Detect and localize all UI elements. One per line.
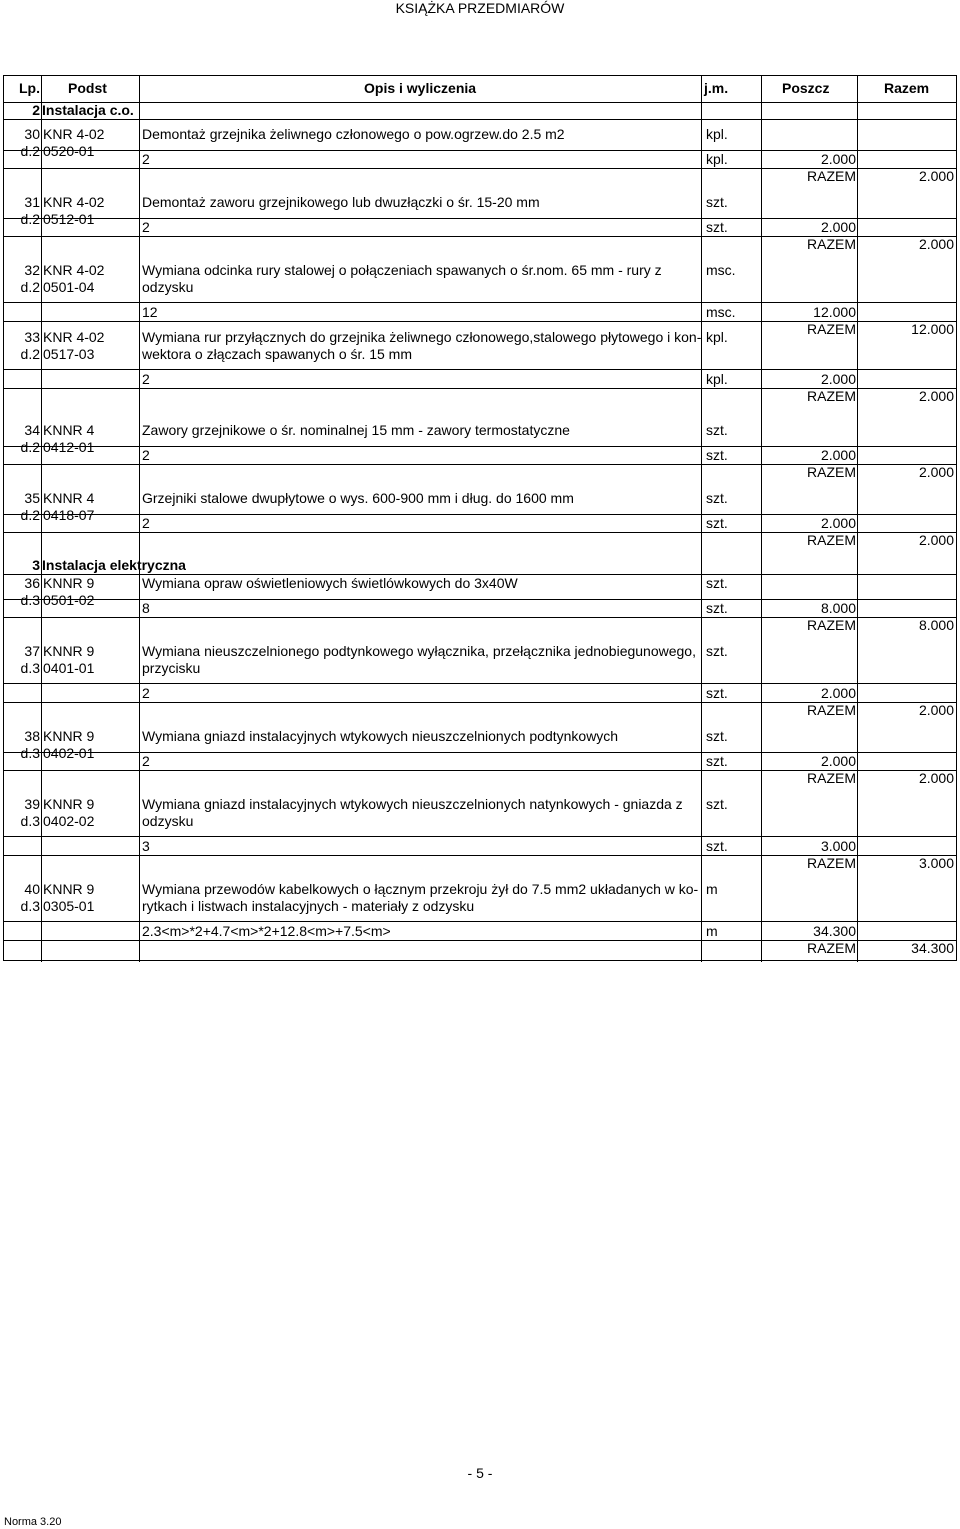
item-poszcz: 2.000 <box>820 151 856 167</box>
item-description: Wymiana opraw oświetleniowych świetlówkowych do 3x40W <box>142 575 518 591</box>
item-calc: 8 <box>142 600 150 616</box>
item-description: Demontaż grzejnika żeliwnego członowego o pow.ogrzew.do 2.5 m2 <box>142 126 565 142</box>
grid-line <box>701 76 702 962</box>
item-lp: 32 <box>24 262 40 278</box>
item-description: Wymiana gniazd instalacyjnych wtykowych nieuszczelnionych natynkowych - gniazda z <box>142 796 683 812</box>
section-title: Instalacja elektryczna <box>42 557 186 573</box>
item-razem-label: RAZEM <box>807 388 856 404</box>
item-description-cont: rytkach i listwach instalacyjnych - materiały z odzysku <box>142 898 475 914</box>
grid-line <box>41 76 42 962</box>
item-lp: 40 <box>24 881 40 897</box>
item-unit: szt. <box>706 194 728 210</box>
item-calc-unit: szt. <box>706 219 728 235</box>
item-razem-value: 2.000 <box>918 236 954 252</box>
item-razem-label: RAZEM <box>807 940 856 956</box>
header-podst: Podst <box>68 80 107 96</box>
item-lp-suffix: d.3 <box>20 660 40 676</box>
item-calc-unit: szt. <box>706 600 728 616</box>
item-unit: msc. <box>706 262 736 278</box>
item-description: Wymiana nieuszczelnionego podtynkowego wyłącznika, przełącznika jednobiegunowego, <box>142 643 696 659</box>
item-unit: szt. <box>706 796 728 812</box>
item-podstawa-code: 0402-02 <box>43 813 95 829</box>
grid-line <box>4 446 956 447</box>
header-opis: Opis i wyliczenia <box>364 80 477 96</box>
grid-line <box>4 752 956 753</box>
item-calc-unit: kpl. <box>706 371 728 387</box>
item-calc: 2 <box>142 219 150 235</box>
grid-line <box>4 770 956 771</box>
item-lp-suffix: d.2 <box>20 143 40 159</box>
item-unit: szt. <box>706 422 728 438</box>
item-podstawa-code: 0501-02 <box>43 592 95 608</box>
item-unit: szt. <box>706 490 728 506</box>
item-calc-unit: szt. <box>706 447 728 463</box>
item-razem-value: 2.000 <box>918 702 954 718</box>
item-razem-label: RAZEM <box>807 168 856 184</box>
item-poszcz: 2.000 <box>820 753 856 769</box>
item-podstawa-code: 0512-01 <box>43 211 95 227</box>
item-poszcz: 12.000 <box>813 304 856 320</box>
item-razem-label: RAZEM <box>807 855 856 871</box>
footer-version: Norma 3.20 <box>4 1516 62 1528</box>
item-lp-suffix: d.2 <box>20 346 40 362</box>
section-number: 2 <box>32 102 40 118</box>
grid-line <box>4 617 956 618</box>
item-poszcz: 3.000 <box>820 838 856 854</box>
item-lp-suffix: d.3 <box>20 898 40 914</box>
header-lp: Lp. <box>19 80 40 96</box>
item-razem-label: RAZEM <box>807 702 856 718</box>
item-calc: 2 <box>142 371 150 387</box>
item-podstawa: KNNR 9 <box>43 796 95 812</box>
item-podstawa-code: 0501-04 <box>43 279 95 295</box>
item-unit: szt. <box>706 643 728 659</box>
item-podstawa-code: 0520-01 <box>43 143 95 159</box>
grid-line <box>4 464 956 465</box>
grid-line <box>4 218 956 219</box>
item-lp-suffix: d.2 <box>20 439 40 455</box>
page-number: - 5 - <box>467 1465 493 1481</box>
item-poszcz: 2.000 <box>820 685 856 701</box>
item-razem-label: RAZEM <box>807 464 856 480</box>
item-razem-value: 2.000 <box>918 770 954 786</box>
item-calc-unit: m <box>706 923 718 939</box>
item-razem-value: 2.000 <box>918 532 954 548</box>
item-description: Grzejniki stalowe dwupłytowe o wys. 600-900 mm i dług. do 1600 mm <box>142 490 574 506</box>
grid-line <box>4 388 956 389</box>
item-lp-suffix: d.3 <box>20 813 40 829</box>
item-unit: szt. <box>706 575 728 591</box>
item-podstawa: KNR 4-02 <box>43 262 105 278</box>
item-lp-suffix: d.2 <box>20 279 40 295</box>
item-podstawa: KNR 4-02 <box>43 329 105 345</box>
item-podstawa: KNNR 4 <box>43 490 95 506</box>
grid-line <box>4 532 956 533</box>
item-description: Wymiana odcinka rury stalowej o połączeniach spawanych o śr.nom. 65 mm - rury z <box>142 262 662 278</box>
item-calc-unit: msc. <box>706 304 736 320</box>
item-lp: 37 <box>24 643 40 659</box>
item-calc: 2 <box>142 447 150 463</box>
item-podstawa-code: 0401-01 <box>43 660 95 676</box>
item-razem-value: 12.000 <box>911 321 954 337</box>
item-podstawa: KNNR 9 <box>43 643 95 659</box>
grid-line <box>4 855 956 856</box>
item-lp: 30 <box>24 126 40 142</box>
item-unit: kpl. <box>706 126 728 142</box>
item-calc-unit: kpl. <box>706 151 728 167</box>
header-razem: Razem <box>884 80 930 96</box>
grid-line <box>761 76 762 962</box>
grid-line <box>4 150 956 151</box>
item-description-cont: odzysku <box>142 813 194 829</box>
item-lp-suffix: d.3 <box>20 592 40 608</box>
item-razem-label: RAZEM <box>807 321 856 337</box>
item-lp: 36 <box>24 575 40 591</box>
table-header <box>4 76 956 103</box>
item-razem-label: RAZEM <box>807 236 856 252</box>
item-razem-value: 34.300 <box>911 940 954 956</box>
item-podstawa: KNNR 9 <box>43 881 95 897</box>
grid-line <box>4 168 956 169</box>
grid-line <box>4 599 956 600</box>
grid-line <box>4 940 956 941</box>
item-podstawa: KNNR 4 <box>43 422 95 438</box>
item-unit: m <box>706 881 718 897</box>
item-poszcz: 2.000 <box>820 371 856 387</box>
item-podstawa: KNR 4-02 <box>43 126 105 142</box>
item-podstawa: KNNR 9 <box>43 575 95 591</box>
item-razem-value: 2.000 <box>918 168 954 184</box>
grid-line <box>4 702 956 703</box>
item-calc: 2.3<m>*2+4.7<m>*2+12.8<m>+7.5<m> <box>142 923 391 939</box>
item-podstawa-code: 0402-01 <box>43 745 95 761</box>
item-razem-value: 3.000 <box>918 855 954 871</box>
item-calc-unit: szt. <box>706 753 728 769</box>
item-lp: 35 <box>24 490 40 506</box>
grid-line <box>4 321 956 322</box>
grid-line <box>857 76 858 962</box>
cost-estimate-table <box>3 75 957 961</box>
grid-line <box>4 921 956 922</box>
document-title: KSIĄŻKA PRZEDMIARÓW <box>395 0 565 16</box>
item-calc-unit: szt. <box>706 685 728 701</box>
item-calc: 2 <box>142 753 150 769</box>
grid-line <box>4 514 956 515</box>
header-poszcz: Poszcz <box>782 80 830 96</box>
item-description-cont: przycisku <box>142 660 201 676</box>
item-razem-value: 2.000 <box>918 464 954 480</box>
item-lp-suffix: d.2 <box>20 211 40 227</box>
item-calc: 2 <box>142 685 150 701</box>
item-calc: 2 <box>142 515 150 531</box>
item-razem-label: RAZEM <box>807 617 856 633</box>
item-description: Zawory grzejnikowe o śr. nominalnej 15 mm - zawory termostatyczne <box>142 422 570 438</box>
item-description: Wymiana gniazd instalacyjnych wtykowych nieuszczelnionych podtynkowych <box>142 728 619 744</box>
item-podstawa-code: 0517-03 <box>43 346 95 362</box>
item-razem-label: RAZEM <box>807 770 856 786</box>
grid-line <box>4 683 956 684</box>
item-lp: 31 <box>24 194 40 210</box>
item-poszcz: 8.000 <box>820 600 856 616</box>
grid-line <box>4 119 956 120</box>
grid-line <box>139 76 140 962</box>
item-podstawa-code: 0412-01 <box>43 439 95 455</box>
item-description-cont: wektora o złączach spawanych o śr. 15 mm <box>142 346 413 362</box>
item-lp: 39 <box>24 796 40 812</box>
item-poszcz: 2.000 <box>820 219 856 235</box>
item-lp: 38 <box>24 728 40 744</box>
grid-line <box>4 369 956 370</box>
item-poszcz: 2.000 <box>820 515 856 531</box>
item-unit: kpl. <box>706 329 728 345</box>
item-description: Demontaż zaworu grzejnikowego lub dwuzłączki o śr. 15-20 mm <box>142 194 540 210</box>
grid-line <box>4 836 956 837</box>
item-calc-unit: szt. <box>706 515 728 531</box>
item-podstawa: KNR 4-02 <box>43 194 105 210</box>
item-poszcz: 2.000 <box>820 447 856 463</box>
item-poszcz: 34.300 <box>813 923 856 939</box>
item-unit: szt. <box>706 728 728 744</box>
item-description: Wymiana rur przyłącznych do grzejnika żeliwnego członowego,stalowego płytowego i kon- <box>142 329 702 345</box>
item-podstawa-code: 0418-07 <box>43 507 95 523</box>
item-calc: 3 <box>142 838 150 854</box>
item-description-cont: odzysku <box>142 279 194 295</box>
section-title: Instalacja c.o. <box>42 102 134 118</box>
item-calc: 2 <box>142 151 150 167</box>
item-calc: 12 <box>142 304 158 320</box>
item-razem-label: RAZEM <box>807 532 856 548</box>
item-razem-value: 8.000 <box>918 617 954 633</box>
grid-line <box>4 236 956 237</box>
item-podstawa-code: 0305-01 <box>43 898 95 914</box>
grid-line <box>4 302 956 303</box>
item-razem-value: 2.000 <box>918 388 954 404</box>
item-calc-unit: szt. <box>706 838 728 854</box>
item-lp-suffix: d.2 <box>20 507 40 523</box>
item-description: Wymiana przewodów kabelkowych o łącznym przekroju żył do 7.5 mm2 układanych w ko- <box>142 881 699 897</box>
section-number: 3 <box>32 557 40 573</box>
header-jm: j.m. <box>704 80 729 96</box>
item-lp-suffix: d.3 <box>20 745 40 761</box>
item-podstawa: KNNR 9 <box>43 728 95 744</box>
item-lp: 33 <box>24 329 40 345</box>
item-lp: 34 <box>24 422 40 438</box>
